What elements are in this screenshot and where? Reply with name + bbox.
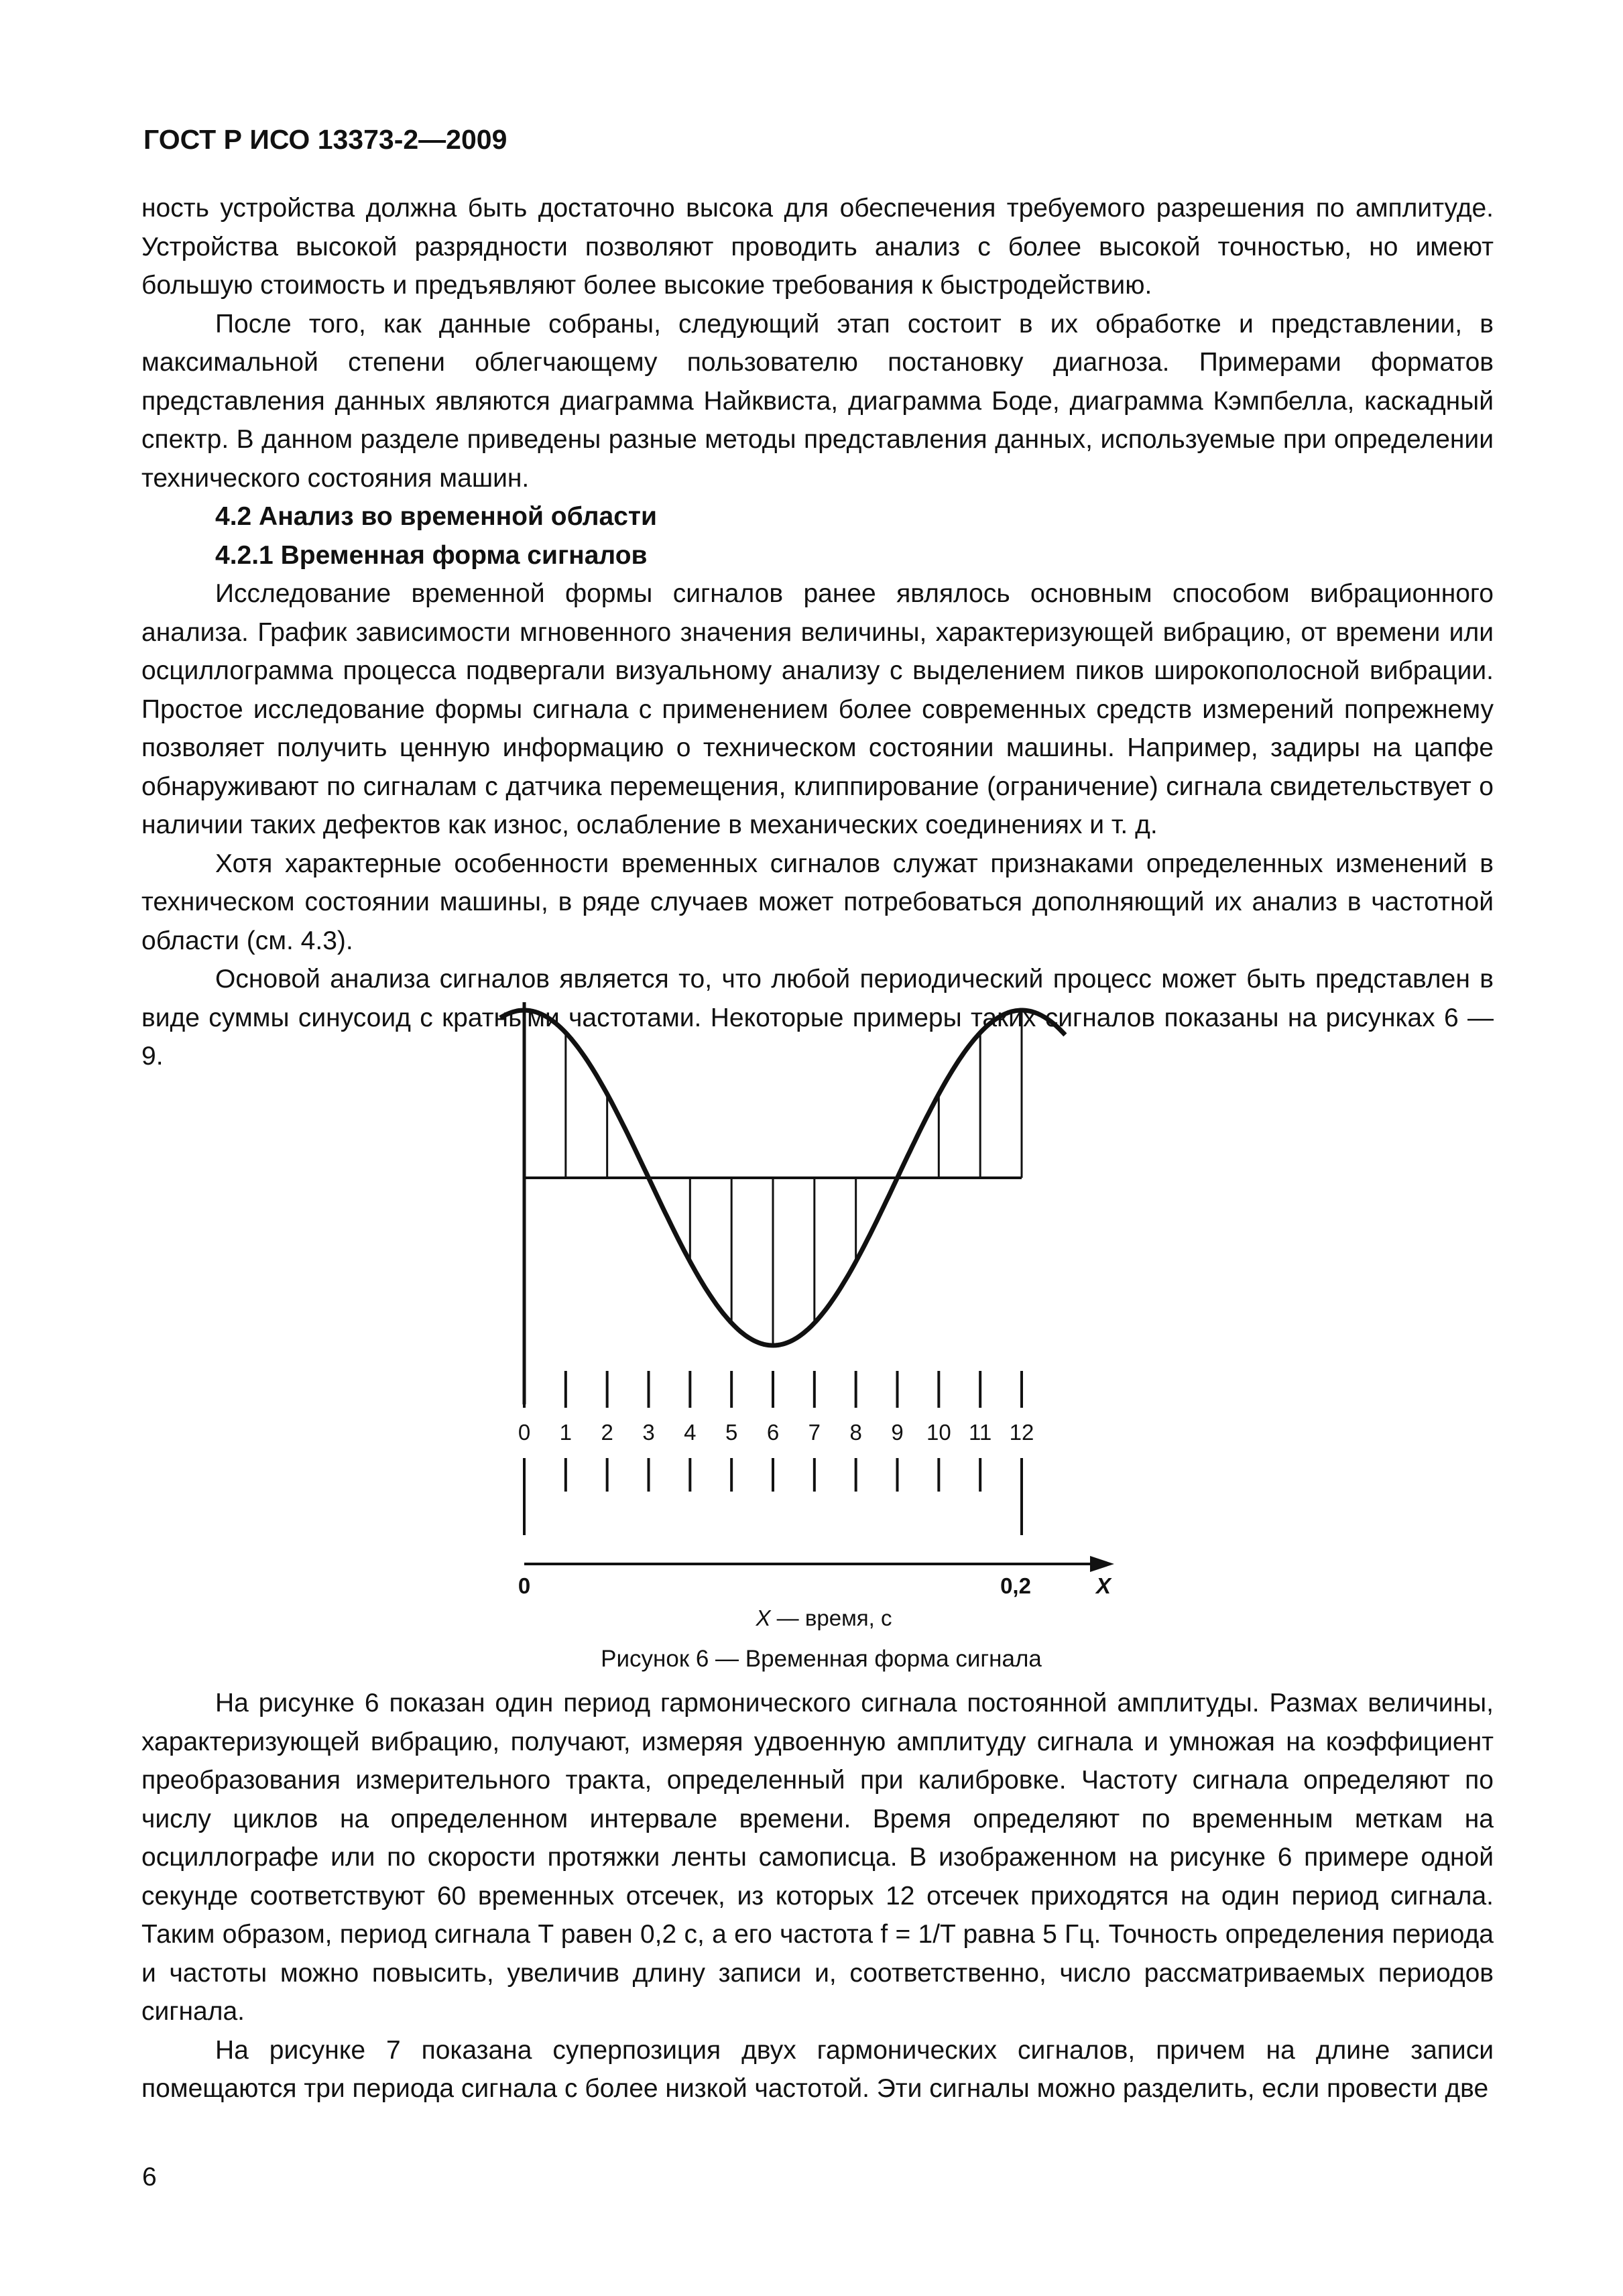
axis-legend-text: — время, с [770,1606,892,1630]
tick-label: 3 [642,1420,655,1445]
text-block-top [141,189,1494,1076]
axis-legend [756,1606,892,1630]
tick-label: 6 [766,1420,780,1445]
tick-label: 11 [969,1420,992,1445]
tick-label: 8 [849,1420,862,1445]
tick-label: 12 [1009,1420,1034,1445]
figure-caption: Рисунок 6 — Временная форма сигнала [601,1646,1042,1672]
tick-label: 1 [559,1420,573,1445]
paragraph: После того, как данные собраны, следующий этап состоит в их обработке и представлении, в максимальной степени облегчающему пользователю постановку диагноза. Примерами форматов представления данных являются диаграмма Найквиста, диаграмма Боде, диаграмма Кэмпбелла, каскадный спектр. В данном разделе приведены разные методы представления данных, используемые при определении технического состояния машин. [141,309,1494,493]
page-number: 6 [142,2163,157,2191]
text-block-bottom [141,1684,1494,2108]
subsection-heading: 4.2.1 Временная форма сигналов [215,540,648,570]
paragraph: На рисунке 7 показана суперпозиция двух гармонических сигналов, причем на длине записи помещаются три периода сигнала с более низкой частотой. Эти сигналы можно разделить, если провести две [141,2035,1494,2103]
paragraph: ность устройства должна быть достаточно высока для обеспечения требуемого разрешения по амплитуде. Устройства высокой разрядности позволяют проводить анализ с более высокой точностью, но имеют большую стоимость и предъявляют более высокие требования к быстродействию. [141,194,1494,300]
document-code: ГОСТ Р ИСО 13373-2—2009 [143,124,507,155]
tick-label: 10 [926,1420,951,1445]
tick-label: 9 [891,1420,904,1445]
tick-label: 2 [601,1420,613,1445]
paragraph: Основой анализа сигналов является то, что любой периодический процесс может быть представлен в виде суммы синусоид с кратными частотами. Некоторые примеры таких сигналов показаны на рисунках 6 — 9. [141,965,1494,1071]
tick-label: 7 [808,1420,821,1445]
tick-label: 0 [518,1420,531,1445]
tick-label: 5 [725,1420,738,1445]
paragraph: Хотя характерные особенности временных сигналов служат признаками определенных изменений в техническом состоянии машины, в ряде случаев может потребоваться дополняющий их анализ в частотной области (см. 4.3). [141,849,1494,955]
axis-end-label: 0,2 [1000,1573,1031,1598]
axis-start-label: 0 [518,1573,531,1598]
paragraph: Исследование временной формы сигналов ранее являлось основным способом вибрационного анализа. График зависимости мгновенного значения величины, характеризующей вибрацию, от времени или осциллограмма процесса подвергали визуальному анализу с выделением пиков широкополосной вибрации. Простое исследование формы сигнала с применением более современных средств измерений попрежнему позволяет получить ценную информацию о техническом состоянии машины. Например, задиры на цапфе обнаруживают по сигналам с датчика перемещения, клиппирование (ограничение) сигнала свидетельствует о наличии таких дефектов как износ, ослабление в механических соединениях и т. д. [141,579,1494,839]
section-heading: 4.2 Анализ во временной области [215,502,657,531]
paragraph-text: На рисунке 6 показан один период гармонического сигнала постоянной амплитуды. Размах величины, характеризующей вибрацию, получают, измеряя удвоенную амплитуду сигнала и умножая на коэффициент преобразования измерительного тракта, определенный при калибровке. Частоту сигнала определяют по числу циклов на определенном интервале времени. Время определяют по временным меткам на осциллографе или по скорости протяжки ленты самописца. В изображенном на рисунке 6 примере одной секунде соответствуют 60 временных отсечек, из которых 12 отсечек приходятся на один период сигнала. Таким образом, период сигнала T равен 0,2 с, а его частота f = 1/T равна 5 Гц. Точность определения периода и частоты можно повысить, увеличив длину записи и, соответственно, число рассматриваемых периодов сигнала. [141,1689,1494,2026]
tick-label: 4 [684,1420,697,1445]
paragraph [141,1684,1494,2031]
axis-arrow-head [1090,1556,1114,1572]
axis-letter: X [1095,1573,1111,1598]
axis-legend-var: X [756,1606,771,1630]
